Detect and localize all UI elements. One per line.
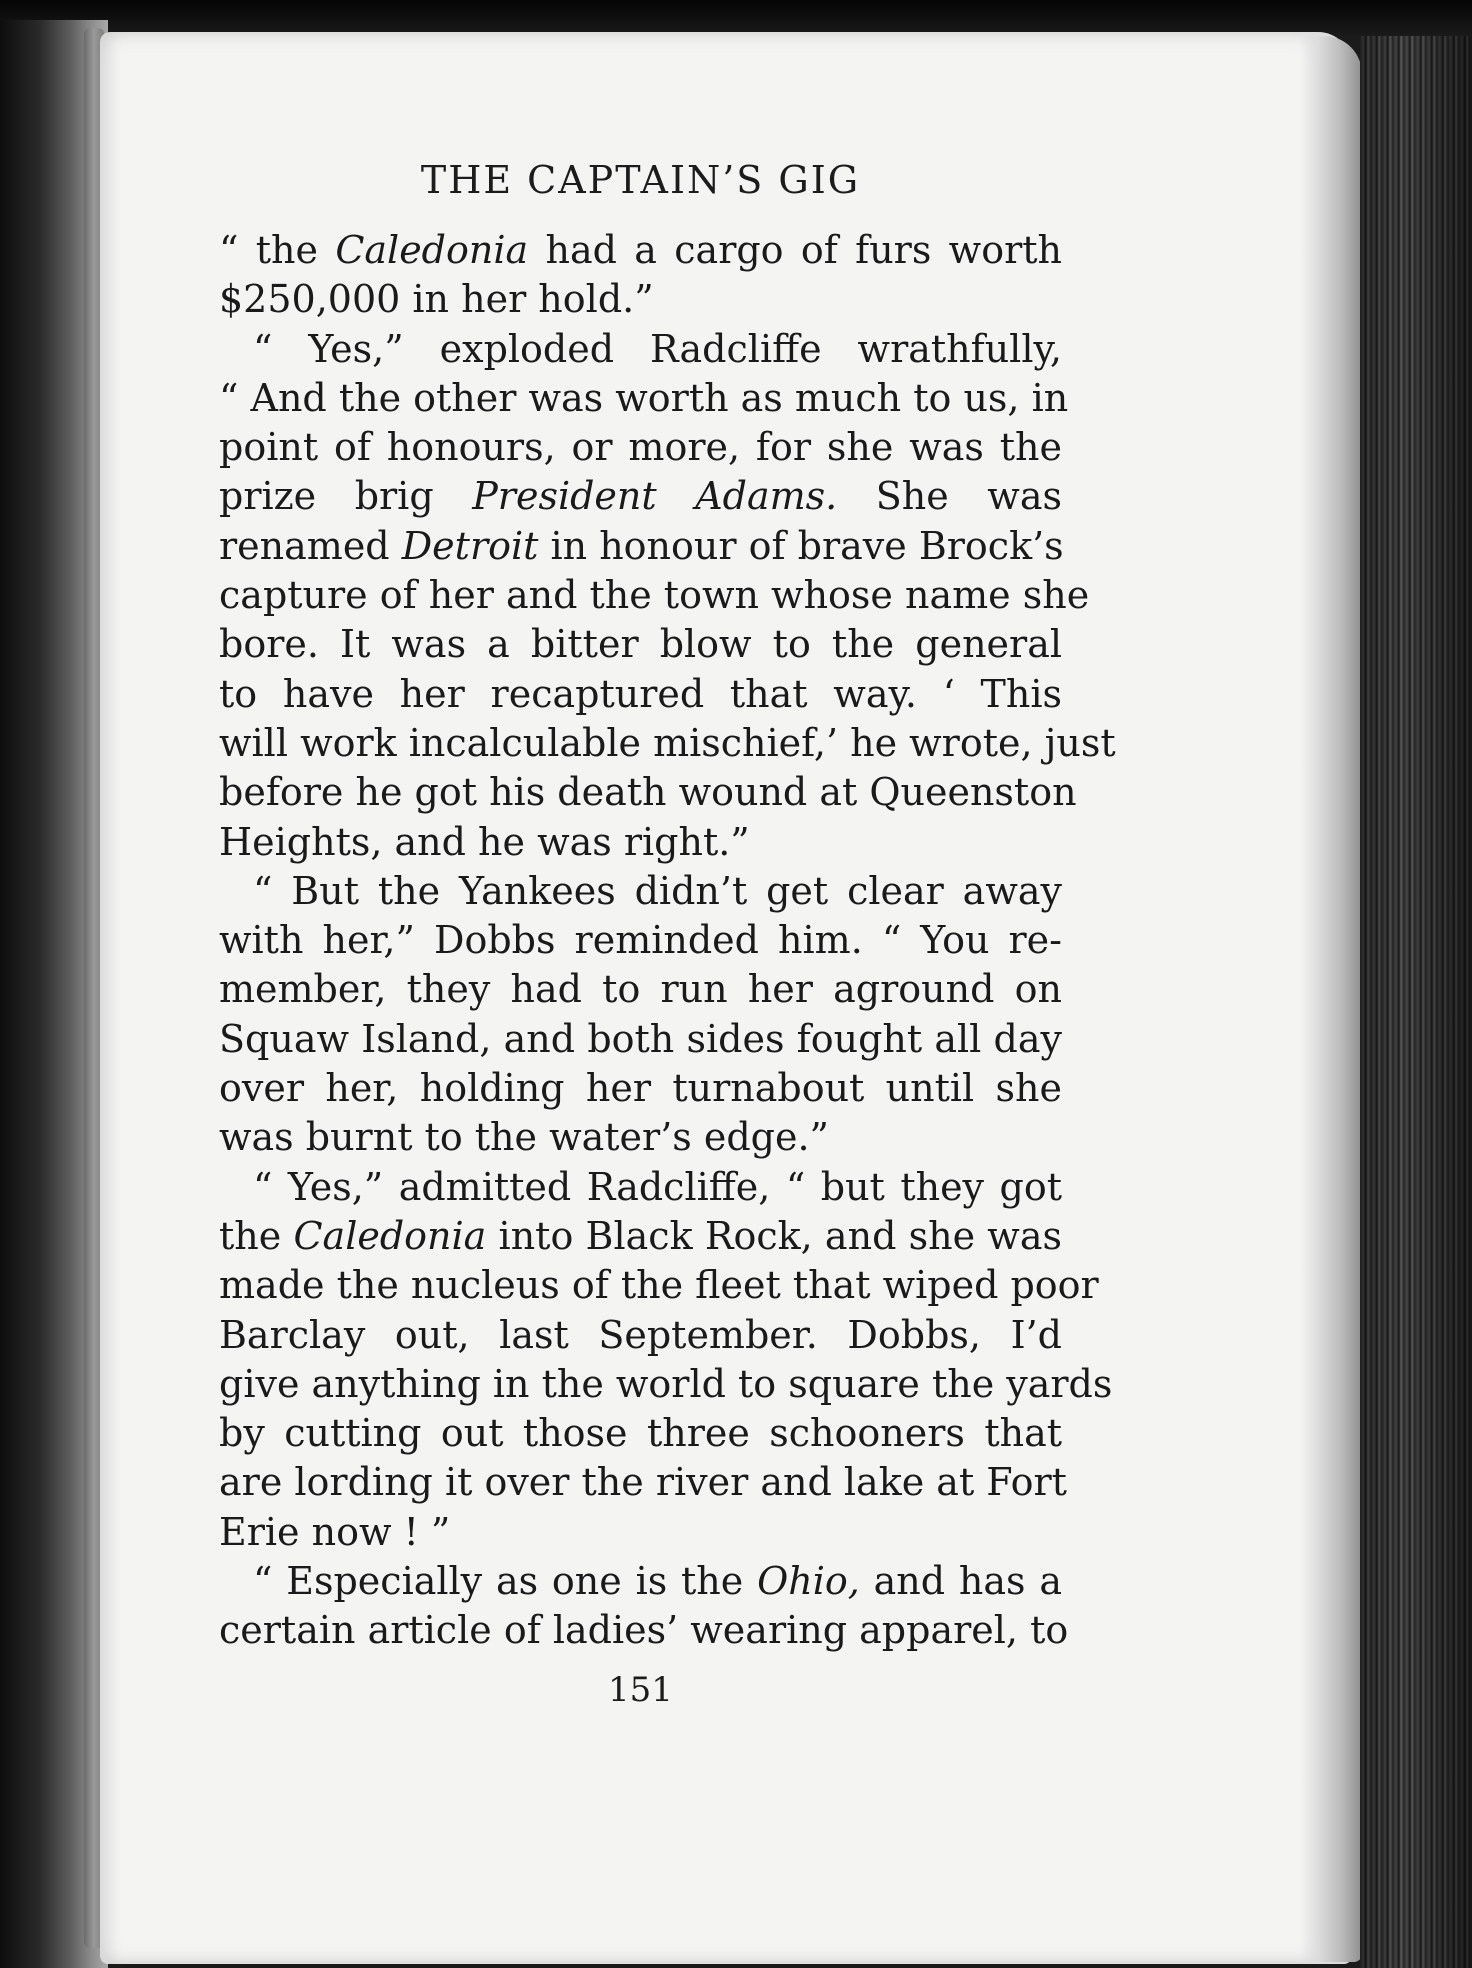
text-line: point of honours, or more, for she was the bbox=[219, 425, 1062, 470]
text-line: with her,” Dobbs reminded him. “ You re- bbox=[219, 918, 1062, 963]
text-line: Erie now ! ” bbox=[219, 1509, 451, 1554]
text-line: prize brig President Adams. She was bbox=[219, 474, 1062, 519]
text-line: “ Especially as one is the Ohio, and has a bbox=[253, 1559, 1062, 1604]
text-line: Heights, and he was right.” bbox=[219, 819, 750, 864]
text-line: made the nucleus of the fleet that wiped poor bbox=[219, 1263, 1099, 1308]
text-line: certain article of ladies’ wearing apparel, to bbox=[219, 1608, 1069, 1653]
text-line: the Caledonia into Black Rock, and she was bbox=[219, 1213, 1062, 1258]
page-number: 151 bbox=[608, 1670, 673, 1710]
text-line: are lording it over the river and lake at Fort bbox=[219, 1460, 1067, 1505]
text-line: will work incalculable mischief,’ he wrote, just bbox=[219, 720, 1116, 765]
running-head: THE CAPTAIN’S GIG bbox=[420, 158, 861, 202]
top-shadow bbox=[0, 0, 1472, 36]
page-curl bbox=[1300, 36, 1362, 1962]
text-line: “ Yes,” admitted Radcliffe, “ but they got bbox=[253, 1164, 1062, 1209]
text-line: to have her recaptured that way. ‘ This bbox=[219, 671, 1062, 716]
text-line: bore. It was a bitter blow to the general bbox=[219, 622, 1062, 667]
text-line: Barclay out, last September. Dobbs, I’d bbox=[219, 1312, 1062, 1357]
text-line: before he got his death wound at Queenston bbox=[219, 770, 1077, 815]
text-line: $250,000 in her hold.” bbox=[219, 277, 654, 322]
text-line: was burnt to the water’s edge.” bbox=[219, 1115, 829, 1160]
text-line: “ the Caledonia had a cargo of furs worth bbox=[219, 228, 1062, 272]
text-line: Squaw Island, and both sides fought all day bbox=[219, 1016, 1062, 1061]
body-text bbox=[219, 226, 1116, 1656]
text-line: give anything in the world to square the yards bbox=[219, 1361, 1113, 1406]
text-line: “ But the Yankees didn’t get clear away bbox=[253, 868, 1062, 913]
text-line: capture of her and the town whose name she bbox=[219, 573, 1090, 618]
text-line: by cutting out those three schooners that bbox=[219, 1411, 1062, 1456]
text-line: “ And the other was worth as much to us, in bbox=[219, 375, 1069, 420]
text-line: member, they had to run her aground on bbox=[219, 967, 1062, 1012]
text-line: “ Yes,” exploded Radcliffe wrathfully, bbox=[253, 326, 1062, 371]
text-line: over her, holding her turnabout until she bbox=[219, 1066, 1062, 1111]
text-line: renamed Detroit in honour of brave Brock’s bbox=[219, 523, 1064, 568]
page-stack-shade bbox=[1360, 36, 1472, 1968]
